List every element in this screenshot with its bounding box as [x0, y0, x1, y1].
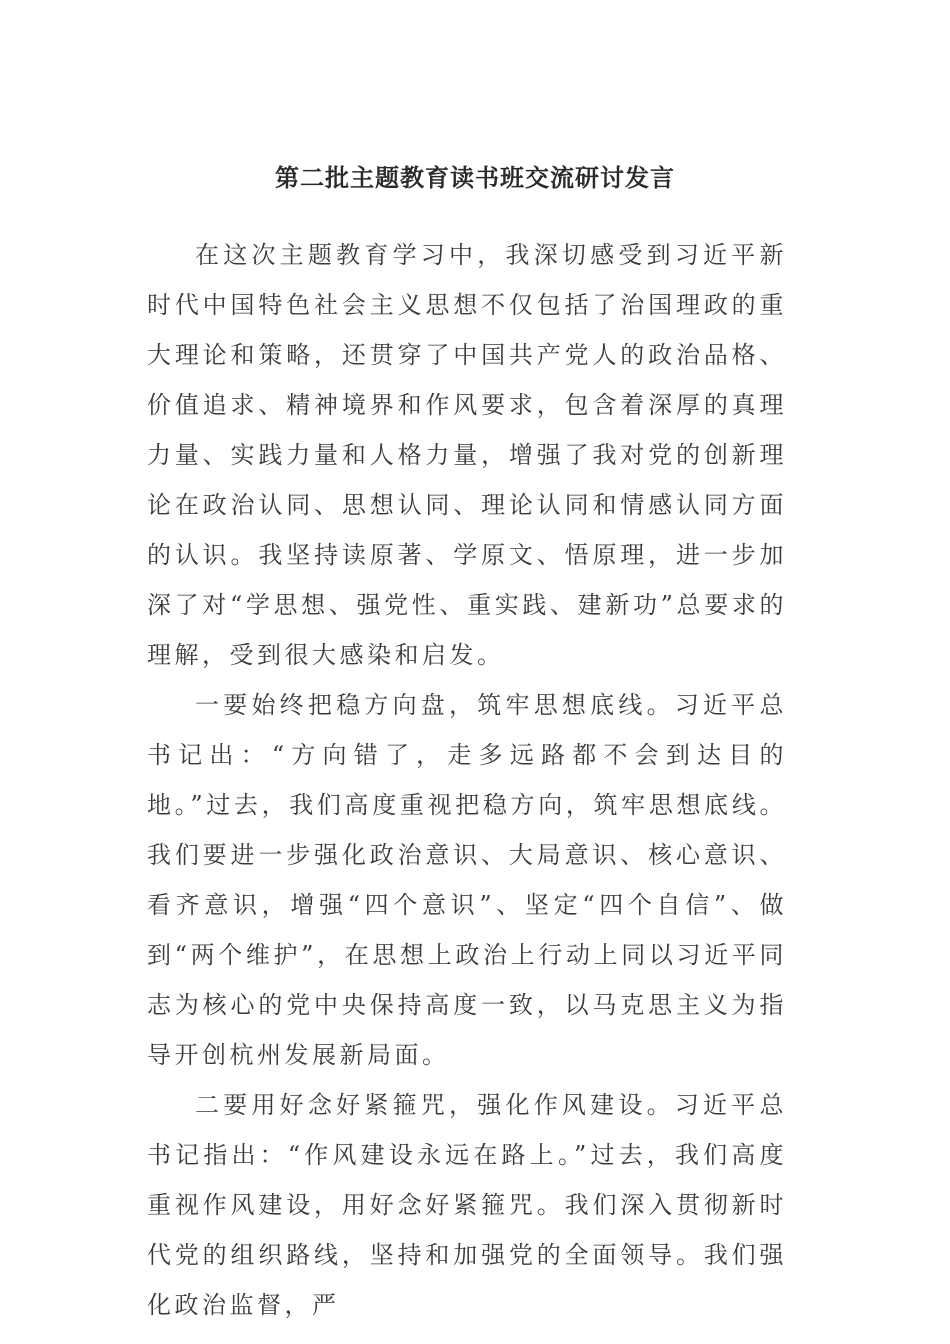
paragraph-intro: 在这次主题教育学习中，我深切感受到习近平新时代中国特色社会主义思想不仅包括了治国理政的重大理论和策略，还贯穿了中国共产党人的政治品格、价值追求、精神境界和作风要求，包含着深厚的真理力量、实践力量和人格力量，增强了我对党的创新理论在政治认同、思想认同、理论认同和情感认同方面的认识。我坚持读原著、学原文、悟原理，进一步加深了对“学思想、强党性、重实践、建新功”总要求的理解，受到很大感染和启发。 [147, 241, 787, 669]
document-title: 第二批主题教育读书班交流研讨发言 [275, 163, 675, 192]
document-body [147, 230, 787, 1330]
paragraph-point-two: 二要用好念好紧箍咒，强化作风建设。习近平总书记指出：“作风建设永远在路上。”过去，我们高度重视作风建设，用好念好紧箍咒。我们深入贯彻新时代党的组织路线，坚持和加强党的全面领导。我们强化政治监督，严 [147, 1091, 787, 1319]
paragraph-point-one: 一要始终把稳方向盘，筑牢思想底线。习近平总书记出：“方向错了，走多远路都不会到达目的地。”过去，我们高度重视把稳方向，筑牢思想底线。我们要进一步强化政治意识、大局意识、核心意识、看齐意识，增强“四个意识”、坚定“四个自信”、做到“两个维护”，在思想上政治上行动上同以习近平同志为核心的党中央保持高度一致，以马克思主义为指导开创杭州发展新局面。 [147, 691, 787, 1069]
